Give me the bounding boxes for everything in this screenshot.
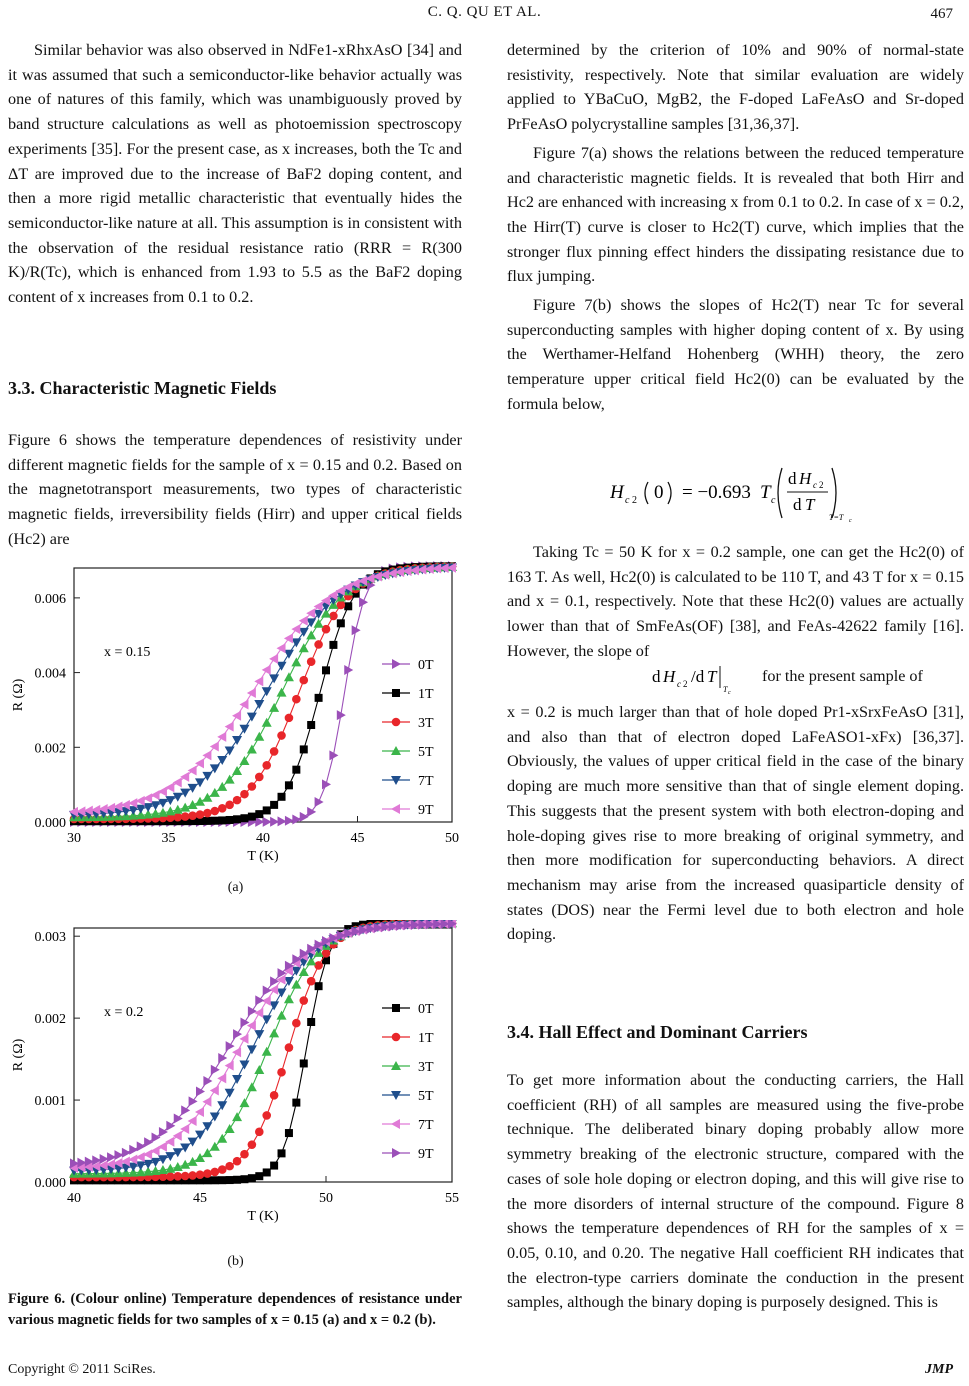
series-0T <box>70 920 456 1184</box>
svg-text:d: d <box>652 667 661 686</box>
data-point <box>322 625 331 634</box>
data-point <box>307 1018 315 1026</box>
data-point <box>255 995 264 1005</box>
data-point <box>239 725 249 734</box>
data-point <box>225 800 234 809</box>
svg-text:2: 2 <box>819 480 824 490</box>
section-heading-3-4: 3.4. Hall Effect and Dominant Carriers <box>507 1022 808 1042</box>
x-tick-label: 40 <box>256 831 270 846</box>
data-point <box>285 1129 293 1137</box>
data-point <box>181 1105 190 1115</box>
data-point <box>263 806 271 814</box>
svg-text:T: T <box>723 685 728 694</box>
data-point <box>217 1101 227 1110</box>
annotation-label: x = 0.15 <box>104 645 151 660</box>
legend-label: 5T <box>418 745 434 760</box>
data-point <box>270 801 278 809</box>
slope-svg <box>650 660 750 696</box>
data-point <box>307 807 316 817</box>
data-point <box>203 1169 212 1178</box>
svg-text:d: d <box>788 469 797 488</box>
svg-text:c: c <box>813 480 817 490</box>
x-tick-label: 55 <box>445 1191 459 1206</box>
data-point <box>225 1124 235 1133</box>
data-point <box>239 1034 248 1044</box>
data-point <box>299 996 308 1005</box>
figure-a-label: (a) <box>227 880 244 895</box>
data-point <box>233 796 242 805</box>
data-point <box>248 1174 256 1182</box>
data-point <box>211 1168 220 1177</box>
data-point <box>225 1061 234 1071</box>
data-point <box>278 793 286 801</box>
data-point <box>239 699 248 709</box>
data-point <box>262 718 272 727</box>
svg-text:= −0.693: = −0.693 <box>682 482 751 503</box>
data-point <box>307 977 316 986</box>
data-point <box>225 1089 235 1098</box>
data-point <box>181 1172 190 1181</box>
data-point <box>284 672 294 681</box>
data-point <box>232 711 241 721</box>
y-tick-label: 0.000 <box>34 816 66 831</box>
data-point <box>262 1111 271 1120</box>
legend-label: 9T <box>418 1147 434 1162</box>
left-paragraph-2: Figure 6 shows the temperature dependences of resistivity under different magnetic fields for the sample of x = 0.15 and 0.2. Based on the magnetotransport measurements, two types of characteristic magnetic fields, irreversibility fields (Hirr) and upper critical fields (Hc2) are <box>8 431 462 548</box>
data-point <box>211 817 219 825</box>
data-point <box>255 810 263 818</box>
data-point <box>255 1172 263 1180</box>
left-paragraph-1: Similar behavior was also observed in NdFe1-xRhxAsO [34] and it was assumed that such a semiconductor-like behavior actually was one of natures of this family, which was unambiguously proved by band structure calculations as well as photoemission spectroscopy experiments [35]. For the present case, as x increases, both the Tc and ΔT are improved due to the increase of BaF2 doping content, and then a more rigid metallic characteristic that eventually hides the semiconductor-like nature at all. This assumption is in consistent with the observation of the residual resistance ratio (RRR = R(300 K)/R(Tc), which is enhanced from 1.93 to 5.5 as the BaF2 doping content of x increases from 0.1 to 0.2. <box>8 41 462 307</box>
data-point <box>248 1006 257 1016</box>
legend-label: 5T <box>418 1089 434 1104</box>
x-tick-label: 30 <box>67 831 81 846</box>
data-point <box>247 713 257 722</box>
data-point <box>232 766 242 775</box>
data-point <box>225 722 234 732</box>
y-axis-label: R (Ω) <box>11 1038 26 1072</box>
data-point <box>158 1155 168 1164</box>
data-point <box>254 676 263 686</box>
svg-text:c: c <box>728 690 731 696</box>
data-point <box>247 745 257 754</box>
x-tick-label: 35 <box>161 831 176 846</box>
data-point <box>315 797 324 807</box>
legend-label: 9T <box>418 803 434 818</box>
whh-equation <box>610 462 860 524</box>
series-line <box>74 923 452 1180</box>
series-line <box>74 924 452 1164</box>
series-5T <box>69 920 457 1176</box>
svg-text:2: 2 <box>632 495 637 506</box>
svg-text:0: 0 <box>654 482 664 503</box>
data-point <box>218 1176 226 1184</box>
data-point <box>232 1047 241 1057</box>
legend-marker <box>391 804 400 814</box>
section-heading-3-3: 3.3. Characteristic Magnetic Fields <box>8 378 277 398</box>
data-point <box>285 1043 294 1052</box>
data-point <box>314 640 323 649</box>
data-point <box>233 815 241 823</box>
figure-b-label: (b) <box>227 1254 244 1269</box>
equation-svg <box>610 462 860 524</box>
data-point <box>315 694 323 702</box>
data-point <box>263 985 272 995</box>
data-point <box>247 1045 257 1054</box>
left-paragraph-2-wrap <box>8 428 462 552</box>
svg-text:H: H <box>799 469 812 488</box>
data-point <box>277 1011 287 1020</box>
right-paragraph-4b: for the present sample of <box>762 667 923 685</box>
footer-copyright: Copyright © 2011 SciRes. <box>8 1362 156 1377</box>
data-point <box>277 688 287 697</box>
page-header <box>0 2 969 24</box>
chart-a-svg <box>8 560 463 900</box>
x-tick-label: 40 <box>67 1191 81 1206</box>
data-point <box>226 1041 235 1051</box>
svg-text:d: d <box>793 495 802 514</box>
svg-text:/d: /d <box>691 667 705 686</box>
right-paragraph-5: To get more information about the conducting carriers, the Hall coefficient (RH) of all samples are measured using the five-probe technique. The deliberated binary doping probably allow more symmetry breaking of the electronic structure, compared with the cases of sole hole doping or electron doping, and this will give rise to the more disorders of internal structure of the compound. Figure 8 shows the temperature dependences of RH for the samples of x = 0.05, 0.10, and 0.20. The negative Hall coefficient RH indicates that the electron-type carriers dominate the conduction in the present samples, although the binary doping is purposely designed. This is <box>507 1071 964 1312</box>
chart-b-svg <box>8 920 463 1260</box>
data-point <box>254 1030 264 1039</box>
x-axis-label: T (K) <box>247 1209 279 1224</box>
data-point <box>314 961 323 970</box>
data-point <box>291 657 301 666</box>
legend-marker <box>392 718 401 727</box>
right-paragraph-4b-wrap <box>762 664 964 689</box>
figure-6a <box>8 560 463 900</box>
data-point <box>315 982 323 990</box>
legend-label: 1T <box>418 687 434 702</box>
right-paragraph-3: Figure 7(b) shows the slopes of Hc2(T) near Tc for several superconducting samples with higher doping content of x. By using the Werthamer-Helfand Hohenberg (WHH) theory, the zero temperature upper critical field Hc2(0) can be evaluated by the formula below, <box>507 296 964 413</box>
svg-text:H: H <box>610 482 624 503</box>
data-point <box>196 1170 205 1179</box>
series-1T <box>70 920 457 1181</box>
data-point <box>285 714 294 723</box>
slope-expression <box>650 660 750 696</box>
data-point <box>239 1098 249 1107</box>
left-column <box>8 38 462 310</box>
svg-text:T: T <box>805 495 815 514</box>
data-point <box>329 641 337 649</box>
x-axis-label: T (K) <box>247 849 279 864</box>
data-point <box>300 1059 308 1067</box>
data-point <box>254 700 264 709</box>
data-point <box>232 1112 242 1121</box>
legend-marker <box>392 1148 401 1158</box>
legend-label: 7T <box>418 1118 434 1133</box>
footer-journal: JMP <box>925 1362 953 1377</box>
data-point <box>270 1091 279 1100</box>
data-point <box>299 676 308 685</box>
data-point <box>329 612 338 621</box>
svg-text:T=T: T=T <box>829 513 844 522</box>
legend-label: 1T <box>418 1031 434 1046</box>
data-point <box>299 643 309 652</box>
legend-marker <box>392 689 400 697</box>
series-line <box>74 923 452 1177</box>
data-point <box>217 1073 226 1083</box>
data-point <box>233 1029 242 1039</box>
data-point <box>270 747 279 756</box>
data-point <box>322 666 330 674</box>
legend-label: 0T <box>418 1002 434 1017</box>
data-point <box>263 1168 271 1176</box>
data-point <box>233 1157 242 1166</box>
data-point <box>232 1075 242 1084</box>
legend-label: 3T <box>418 716 434 731</box>
svg-text:c: c <box>849 518 852 524</box>
data-point <box>203 1076 212 1086</box>
y-tick-label: 0.006 <box>34 591 66 607</box>
svg-text:c: c <box>677 679 681 689</box>
page-number: 467 <box>930 6 953 22</box>
data-point <box>226 1176 234 1184</box>
data-point <box>218 1165 227 1174</box>
right-paragraph-2: Figure 7(a) shows the relations between the reduced temperature and characteristic magnetic fields. It is revealed that both Hirr and Hc2 are enhanced with increasing x from 0.1 to 0.2. In case of x = 0.2, the Hirr(T) curve is closer to Hc2(T) curve, which implies that the stronger flux pinning effect hinders the dissipating resistance due to flux jumping. <box>507 143 964 286</box>
data-point <box>270 1162 278 1170</box>
data-point <box>254 1008 263 1018</box>
data-point <box>269 703 279 712</box>
data-point <box>278 1149 286 1157</box>
data-point <box>292 766 300 774</box>
y-tick-label: 0.000 <box>34 1176 66 1191</box>
data-point <box>226 816 234 824</box>
data-point <box>307 657 316 666</box>
data-point <box>173 813 182 822</box>
data-point <box>240 1175 248 1183</box>
data-point <box>262 687 272 696</box>
annotation-label: x = 0.2 <box>104 1005 144 1020</box>
data-point <box>202 1097 211 1107</box>
series-3T <box>69 920 457 1178</box>
data-point <box>292 1099 300 1107</box>
data-point <box>188 811 197 820</box>
legend-marker <box>392 659 401 669</box>
y-tick-label: 0.002 <box>34 741 66 757</box>
data-point <box>307 721 315 729</box>
data-point <box>203 809 212 818</box>
data-point <box>232 736 242 745</box>
figure-6b <box>8 920 463 1260</box>
x-tick-label: 45 <box>350 831 365 846</box>
data-point <box>210 1112 220 1121</box>
data-point <box>225 1162 234 1171</box>
data-point <box>277 731 286 740</box>
data-point <box>337 619 345 627</box>
data-point <box>203 817 211 825</box>
data-point <box>247 1082 257 1091</box>
data-point <box>285 781 293 789</box>
figure-6-caption: Figure 6. (Colour online) Temperature dependences of resistance under various magnetic fields for two samples of x = 0.15 (a) and x = 0.2 (b). <box>8 1291 462 1328</box>
data-point <box>211 1065 220 1075</box>
series-line <box>74 923 452 1173</box>
data-point <box>195 778 205 787</box>
data-point <box>210 1086 219 1096</box>
series-7T <box>69 920 456 1173</box>
svg-text:c: c <box>771 495 776 506</box>
data-point <box>255 773 264 782</box>
svg-text:H: H <box>663 667 676 686</box>
right-paragraph-4c: x = 0.2 is much larger than that of hole doped Pr1-xSrxFeAsO [31], and also than that of electron doped LaFeASO1-xFx) [36,37]. Obviously, the values of upper critical field in the case of the binary doping are much more sensitive than that of single element doping. This suggests that the present system with both electron-doping and hole-doping gives rise to more breaking of original symmetry, and then more modification for superconducting behaviors. A direct mechanism may arise from the increased quasiparticle density of states (DOS) near the Fermi level due to both electron and hole doping. <box>507 703 964 944</box>
right-column <box>507 38 964 417</box>
data-point <box>292 695 301 704</box>
data-point <box>248 782 257 791</box>
data-point <box>254 1065 264 1074</box>
data-point <box>188 1171 197 1180</box>
legend-label: 7T <box>418 774 434 789</box>
data-point <box>217 732 226 742</box>
data-point <box>254 732 264 741</box>
data-point <box>248 1140 257 1149</box>
data-point <box>180 1143 190 1152</box>
data-point <box>255 1128 264 1137</box>
data-point <box>211 1176 219 1184</box>
data-point <box>344 602 352 610</box>
data-point <box>240 790 249 799</box>
data-point <box>211 807 220 816</box>
data-point <box>262 761 271 770</box>
data-point <box>300 745 308 753</box>
data-point <box>158 799 168 808</box>
svg-text:T: T <box>707 667 717 686</box>
y-axis-label: R (Ω) <box>11 678 26 712</box>
legend-marker <box>392 1033 401 1042</box>
data-point <box>195 1107 204 1117</box>
x-tick-label: 50 <box>319 1191 333 1206</box>
legend-label: 0T <box>418 658 434 673</box>
data-point <box>269 674 279 683</box>
y-tick-label: 0.004 <box>34 666 66 682</box>
right-paragraph-4-wrap <box>507 540 964 664</box>
y-tick-label: 0.003 <box>34 930 66 946</box>
data-point <box>189 1096 198 1106</box>
data-point <box>202 793 212 802</box>
x-tick-label: 45 <box>193 1191 207 1206</box>
data-point <box>218 804 227 813</box>
x-tick-label: 50 <box>445 831 459 846</box>
svg-text:c: c <box>625 495 630 506</box>
data-point <box>277 643 286 653</box>
svg-text:2: 2 <box>683 679 688 689</box>
right-paragraph-1: determined by the criterion of 10% and 90% of normal-state resistivity, respectively. Note that similar evaluation are widely applied to YBaCuO, MgB2, the F-doped LaFeAsO and Sr-doped PrFeAsO polycrystalline samples [31,36,37]. <box>507 41 964 134</box>
right-paragraph-5-wrap <box>507 1068 964 1315</box>
svg-text:T: T <box>760 482 771 503</box>
data-point <box>239 1060 249 1069</box>
running-authors: C. Q. QU ET AL. <box>427 4 542 20</box>
data-point <box>196 1087 205 1097</box>
data-point <box>262 1047 272 1056</box>
data-point <box>359 597 368 607</box>
data-point <box>291 980 301 989</box>
data-point <box>306 630 316 639</box>
data-point <box>217 1134 227 1143</box>
legend-marker <box>392 1004 400 1012</box>
data-point <box>218 816 226 824</box>
data-point <box>218 1053 227 1063</box>
data-point <box>284 633 293 643</box>
data-point <box>269 1028 279 1037</box>
legend-label: 3T <box>418 1060 434 1075</box>
data-point <box>240 814 248 822</box>
data-point <box>233 1176 241 1184</box>
data-point <box>195 1153 205 1162</box>
y-tick-label: 0.001 <box>34 1094 66 1110</box>
data-point <box>240 1150 249 1159</box>
data-point <box>277 1068 286 1077</box>
data-point <box>239 756 249 765</box>
data-point <box>248 813 256 821</box>
data-point <box>269 654 278 664</box>
data-point <box>188 784 198 793</box>
legend-marker <box>391 1119 400 1129</box>
data-point <box>284 994 294 1003</box>
right-paragraph-4a: Taking Tc = 50 K for x = 0.2 sample, one can get the Hc2(0) of 163 T. As well, Hc2(0) is calculated to be 110 T, and 43 T for x = 0.15 and x = 0.1, respectively. Note that these Hc2(0) values are actually lower than that of SmFeAs(OF) [38], and FeAs-42622 family [16]. However, the slope of <box>507 543 964 660</box>
data-point <box>196 810 205 819</box>
right-paragraph-4c-wrap <box>507 700 964 947</box>
y-tick-label: 0.002 <box>34 1012 66 1028</box>
data-point <box>173 1172 182 1181</box>
data-point <box>247 688 256 698</box>
data-point <box>292 1019 301 1028</box>
data-point <box>262 665 271 675</box>
data-point <box>291 624 300 634</box>
